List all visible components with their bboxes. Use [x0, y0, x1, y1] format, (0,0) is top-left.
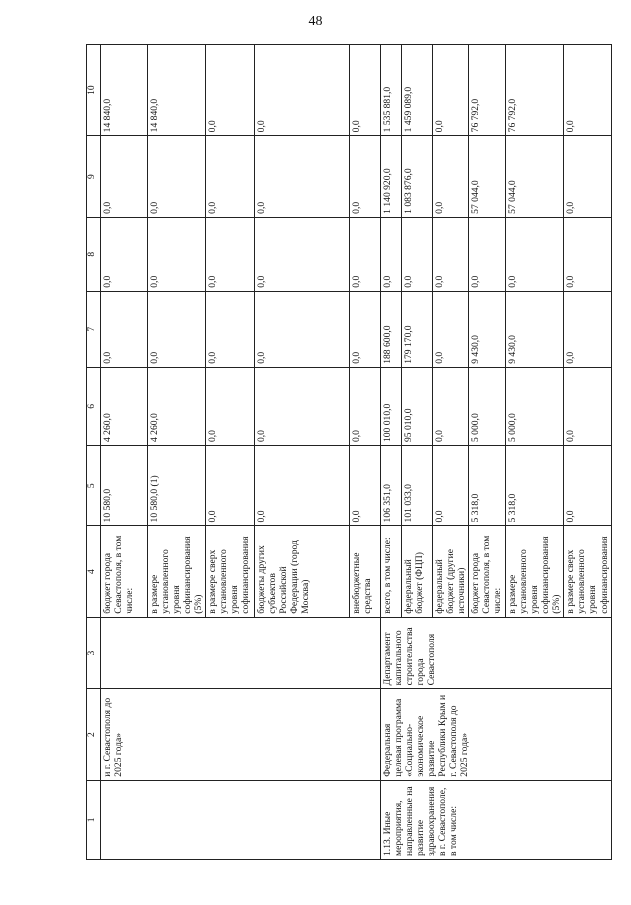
- value-cell: 0,0: [255, 217, 350, 291]
- value-cell: 0,0: [148, 291, 206, 367]
- col-header: 4: [87, 526, 101, 617]
- value-cell: 1 535 881,0: [381, 45, 402, 136]
- value-cell: 5 000,0: [469, 367, 506, 445]
- value-cell: 0,0: [206, 45, 255, 136]
- source-cell: бюджет города Севастополя, в том числе:: [101, 526, 148, 617]
- value-cell: 5 318,0: [506, 446, 564, 526]
- value-cell: 0,0: [255, 367, 350, 445]
- value-cell: 9 430,0: [506, 291, 564, 367]
- col-header: 7: [87, 291, 101, 367]
- measure-name-cell: 1.13. Иные мероприятия, направленные на развитие здравоохранения в г. Севастополе, в том числе:: [381, 780, 611, 859]
- source-cell: в размере сверх установленного уровня софинансирования: [206, 526, 255, 617]
- value-cell: 0,0: [564, 136, 611, 218]
- executor-cell-empty: [101, 617, 381, 689]
- rotated-table-container: [86, 44, 610, 860]
- value-cell: 4 260,0: [101, 367, 148, 445]
- col-header: 9: [87, 136, 101, 218]
- value-cell: 0,0: [206, 291, 255, 367]
- value-cell: 4 260,0: [148, 367, 206, 445]
- value-cell: 0,0: [255, 136, 350, 218]
- source-cell: всего, в том числе:: [381, 526, 402, 617]
- value-cell: 0,0: [255, 291, 350, 367]
- col-header: 8: [87, 217, 101, 291]
- value-cell: 0,0: [381, 217, 402, 291]
- value-cell: 0,0: [255, 446, 350, 526]
- value-cell: 1 140 920,0: [381, 136, 402, 218]
- value-cell: 0,0: [433, 45, 469, 136]
- value-cell: 14 840,0: [101, 45, 148, 136]
- value-cell: 0,0: [402, 217, 433, 291]
- value-cell: 0,0: [433, 291, 469, 367]
- col-header: 3: [87, 617, 101, 689]
- value-cell: 0,0: [564, 367, 611, 445]
- column-number-row: [87, 45, 101, 860]
- value-cell: 76 792,0: [506, 45, 564, 136]
- value-cell: 5 318,0: [469, 446, 506, 526]
- value-cell: 0,0: [469, 217, 506, 291]
- value-cell: 0,0: [350, 446, 381, 526]
- table-row: [101, 45, 148, 860]
- value-cell: 9 430,0: [469, 291, 506, 367]
- rotated-table-frame: [86, 44, 610, 860]
- value-cell: 1 459 089,0: [402, 45, 433, 136]
- source-cell: в размере установленного уровня софинансирования (5%): [506, 526, 564, 617]
- value-cell: 0,0: [433, 136, 469, 218]
- value-cell: 14 840,0: [148, 45, 206, 136]
- value-cell: 57 044,0: [469, 136, 506, 218]
- value-cell: 57 044,0: [506, 136, 564, 218]
- value-cell: 0,0: [564, 45, 611, 136]
- source-cell: в размере установленного уровня софинансирования (5%): [148, 526, 206, 617]
- value-cell: 0,0: [206, 136, 255, 218]
- value-cell: 0,0: [206, 367, 255, 445]
- value-cell: 10 580,0: [101, 446, 148, 526]
- value-cell: 0,0: [564, 291, 611, 367]
- value-cell: 0,0: [350, 45, 381, 136]
- executor-cell: Департамент капитального строительства города Севастополя: [381, 617, 611, 689]
- value-cell: 0,0: [433, 367, 469, 445]
- value-cell: 0,0: [350, 136, 381, 218]
- value-cell: 10 580,0 (1): [148, 446, 206, 526]
- value-cell: 0,0: [350, 217, 381, 291]
- value-cell: 106 351,0: [381, 446, 402, 526]
- value-cell: 5 000,0: [506, 367, 564, 445]
- program-name-cell: Федеральная целевая программа «Социально-экономическое развитие Республики Крым и г. Севастополя до 2025 года»: [381, 689, 611, 780]
- value-cell: 0,0: [101, 217, 148, 291]
- value-cell: 0,0: [206, 446, 255, 526]
- col-header: 10: [87, 45, 101, 136]
- col-header: 2: [87, 689, 101, 780]
- source-cell: федеральный бюджет (ФЦП): [402, 526, 433, 617]
- value-cell: 0,0: [148, 217, 206, 291]
- col-header: 6: [87, 367, 101, 445]
- col-header: 5: [87, 446, 101, 526]
- program-continuation: и г. Севастополя до 2025 года»: [101, 689, 381, 780]
- source-cell: бюджеты других субъектов Российской Федерации (город Москва): [255, 526, 350, 617]
- value-cell: 188 600,0: [381, 291, 402, 367]
- value-cell: 0,0: [433, 217, 469, 291]
- value-cell: 0,0: [101, 291, 148, 367]
- value-cell: 0,0: [255, 45, 350, 136]
- budget-table: [86, 44, 612, 860]
- value-cell: 0,0: [148, 136, 206, 218]
- value-cell: 95 010,0: [402, 367, 433, 445]
- value-cell: 0,0: [564, 446, 611, 526]
- value-cell: 76 792,0: [469, 45, 506, 136]
- page-number: 48: [308, 14, 323, 29]
- table-row: [381, 45, 402, 860]
- source-cell: в размере сверх установленного уровня софинансирования: [564, 526, 611, 617]
- value-cell: 0,0: [101, 136, 148, 218]
- value-cell: 101 033,0: [402, 446, 433, 526]
- value-cell: 0,0: [433, 446, 469, 526]
- value-cell: 179 170,0: [402, 291, 433, 367]
- value-cell: 0,0: [506, 217, 564, 291]
- source-cell: внебюджетные средства: [350, 526, 381, 617]
- source-cell: бюджет города Севастополя, в том числе:: [469, 526, 506, 617]
- value-cell: 0,0: [350, 367, 381, 445]
- col-header: 1: [87, 780, 101, 859]
- value-cell: 1 083 876,0: [402, 136, 433, 218]
- value-cell: 100 010,0: [381, 367, 402, 445]
- value-cell: 0,0: [564, 217, 611, 291]
- value-cell: 0,0: [206, 217, 255, 291]
- value-cell: 0,0: [350, 291, 381, 367]
- measure-cell-empty: [101, 780, 381, 859]
- source-cell: федеральный бюджет (другие источники): [433, 526, 469, 617]
